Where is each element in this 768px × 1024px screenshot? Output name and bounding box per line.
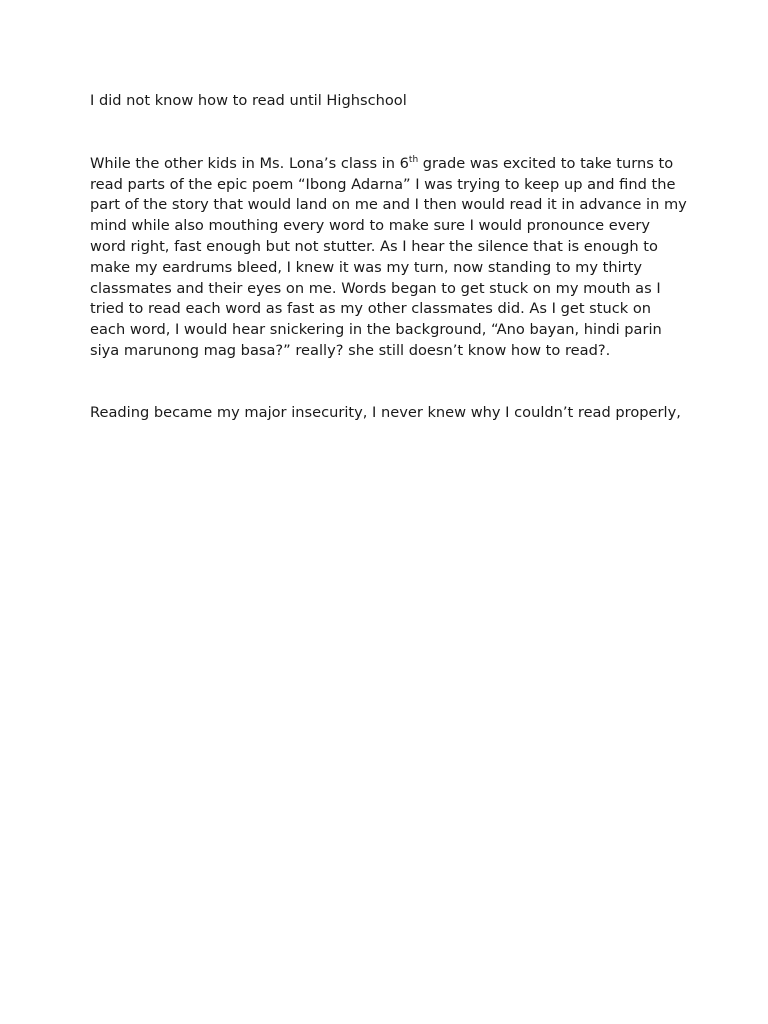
paragraph-1 [90, 154, 690, 362]
ordinal-superscript: th [408, 154, 419, 165]
paragraph-1-text-start: While the other kids in Ms. Lona’s class in 6 [90, 154, 409, 172]
document-body [90, 91, 690, 465]
paragraph-2: Reading became my major insecurity, I never knew why I couldn’t read properly, [90, 403, 681, 421]
document-title: I did not know how to read until Highschool [90, 92, 407, 109]
paragraph-1-text-rest: grade was excited to take turns to read parts of the epic poem “Ibong Adarna” I was trying to keep up and find the part of the story that would land on me and I then would read it in advance in my mind while also mouthing every word to make sure I would pronounce every word right, fast enough but not stutter. As I hear the silence that is enough to make my eardrums bleed, I knew it was my turn, now standing to my thirty classmates and their eyes on me. Words began to get stuck on my mouth as I tried to read each word as fast as my other classmates did. As I get stuck on each word, I would hear snickering in the background, “Ano bayan, hindi parin siya marunong mag basa?” really? she still doesn’t know how to read?. [90, 154, 687, 359]
